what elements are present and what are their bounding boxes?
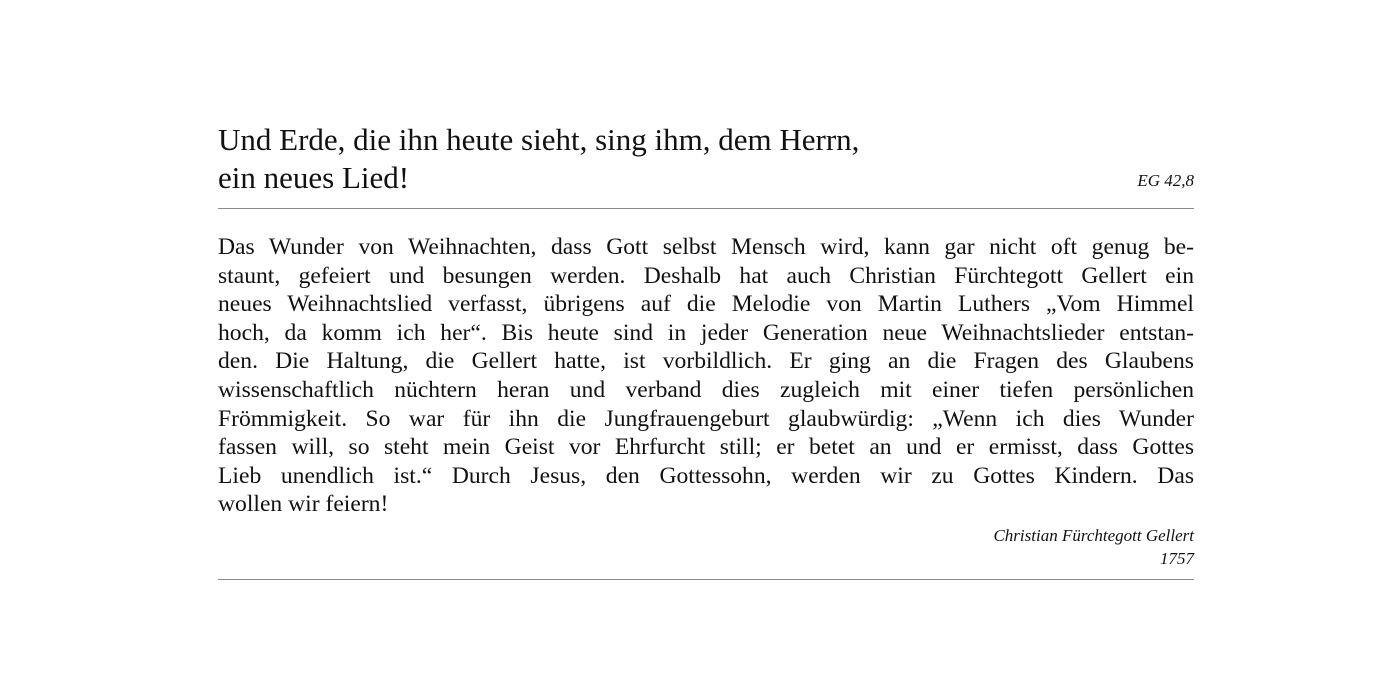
- body-line: wollen wir feiern!: [218, 491, 389, 518]
- body-line: wissenschaftlich nüchtern heran und verband dies zugleich mit einer tiefen persönlichen: [218, 376, 1194, 403]
- body-line: neues Weihnachtslied verfasst, übrigens auf die Melodie von Martin Luthers „Vom Himmel: [218, 291, 1194, 318]
- body-line: den. Die Haltung, die Gellert hatte, ist vorbildlich. Er ging an die Fragen des Glaubens: [218, 348, 1194, 375]
- body-line: staunt, gefeiert und besungen werden. Deshalb hat auch Christian Fürchtegott Gellert ein: [218, 262, 1194, 289]
- author-year: 1757: [1160, 548, 1194, 568]
- body-line: Das Wunder von Weihnachten, dass Gott selbst Mensch wird, kann gar nicht oft genug be-: [218, 234, 1194, 260]
- verse-header: [218, 116, 1194, 198]
- attribution: [218, 524, 1194, 570]
- author-name: Christian Fürchtegott Gellert: [993, 525, 1194, 545]
- bottom-divider: [218, 579, 1194, 580]
- body-line: Lieb unendlich ist.“ Durch Jesus, den Gottessohn, werden wir zu Gottes Kindern. Das: [218, 462, 1194, 489]
- body-paragraph: [218, 209, 1194, 519]
- verse-reference: EG 42,8: [1137, 171, 1194, 190]
- body-line: fassen will, so steht mein Geist vor Ehrfurcht still; er betet an und er ermisst, dass Gottes: [218, 434, 1194, 461]
- body-line: hoch, da komm ich her“. Bis heute sind in jeder Generation neue Weihnachtslieder entstan-: [218, 319, 1194, 346]
- verse-text: [218, 121, 859, 197]
- body-line: Frömmigkeit. So war für ihn die Jungfrauengeburt glaubwürdig: „Wenn ich dies Wunder: [218, 405, 1194, 432]
- verse-line-2: ein neues Lied!: [218, 160, 410, 195]
- devotional-page: [218, 116, 1194, 580]
- verse-line-1: Und Erde, die ihn heute sieht, sing ihm, dem Herrn,: [218, 122, 860, 157]
